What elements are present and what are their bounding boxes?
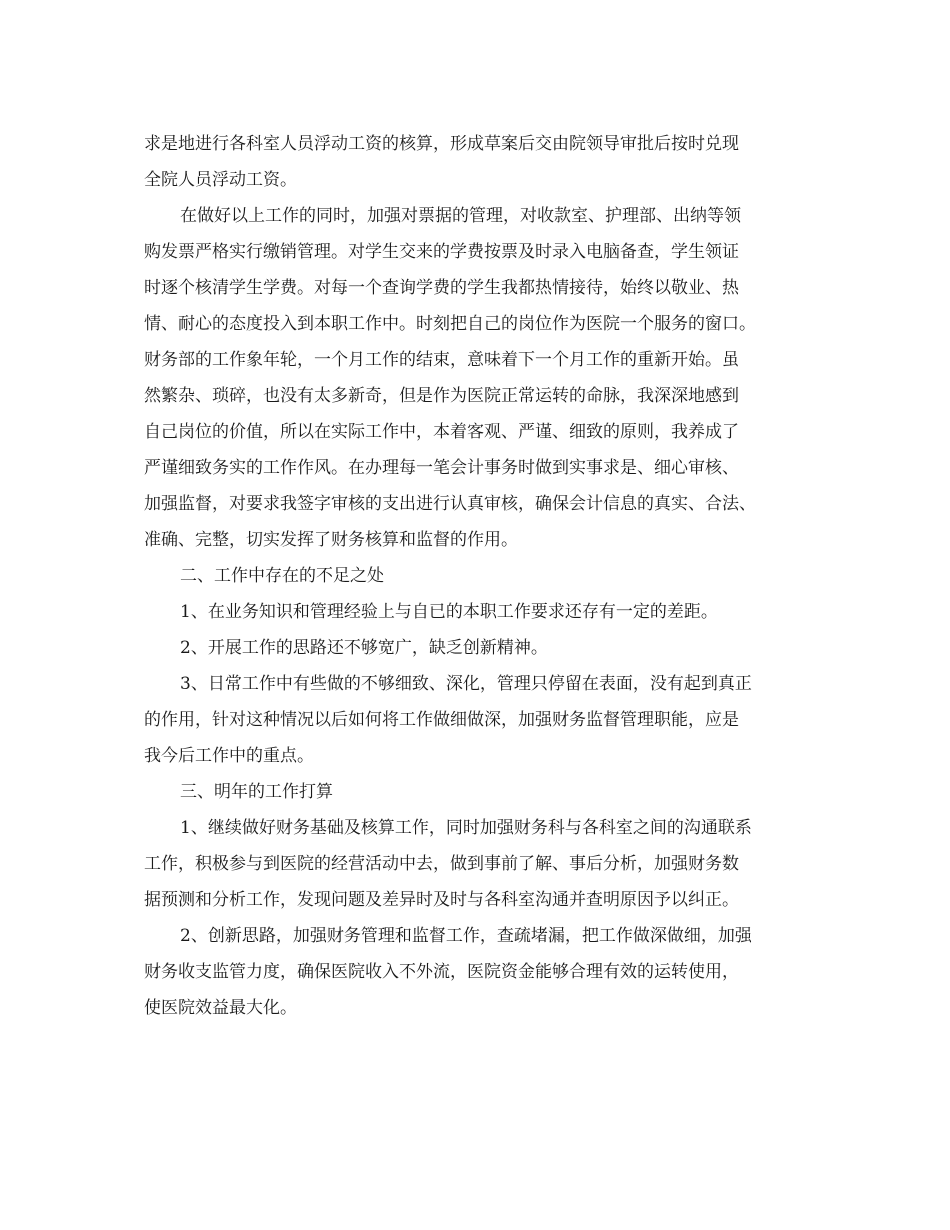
text-line: 然繁杂、琐碎，也没有太多新奇，但是作为医院正常运转的命脉，我深深地感到 [144, 386, 739, 406]
text-line: 3、日常工作中有些做的不够细致、深化，管理只停留在表面，没有起到真正 [180, 674, 752, 694]
text-line: 1、继续做好财务基础及核算工作，同时加强财务科与各科室之间的沟通联系 [180, 818, 752, 838]
text-line: 1、在业务知识和管理经验上与自已的本职工作要求还存有一定的差距。 [180, 602, 718, 622]
text-line: 2、开展工作的思路还不够宽广，缺乏创新精神。 [180, 638, 548, 658]
text-line: 在做好以上工作的同时，加强对票据的管理，对收款室、护理部、出纳等领 [180, 206, 741, 226]
text-line: 三、明年的工作打算 [180, 782, 333, 802]
text-line: 2、创新思路，加强财务管理和监督工作，查疏堵漏，把工作做深做细，加强 [180, 926, 752, 946]
text-line: 全院人员浮动工资。 [144, 170, 297, 190]
text-line: 自己岗位的价值，所以在实际工作中，本着客观、严谨、细致的原则，我养成了 [144, 422, 739, 442]
text-line: 使医院效益最大化。 [144, 998, 297, 1018]
text-line: 我今后工作中的重点。 [144, 746, 314, 766]
text-line: 时逐个核清学生学费。对每一个查询学费的学生我都热情接待，始终以敬业、热 [144, 278, 739, 298]
text-line: 据预测和分析工作，发现问题及差异时及时与各科室沟通并查明原因予以纠正。 [144, 890, 739, 910]
text-line: 财务收支监管力度，确保医院收入不外流，医院资金能够合理有效的运转使用， [144, 962, 739, 982]
text-line: 准确、完整，切实发挥了财务核算和监督的作用。 [144, 530, 518, 550]
text-line: 财务部的工作象年轮，一个月工作的结束，意味着下一个月工作的重新开始。虽 [144, 350, 739, 370]
text-line: 加强监督，对要求我签字审核的支出进行认真审核，确保会计信息的真实、合法、 [144, 494, 756, 514]
text-line: 的作用，针对这种情况以后如何将工作做细做深，加强财务监督管理职能，应是 [144, 710, 739, 730]
text-line: 二、工作中存在的不足之处 [180, 566, 384, 586]
text-line: 严谨细致务实的工作作风。在办理每一笔会计事务时做到实事求是、细心审核、 [144, 458, 739, 478]
text-line: 工作，积极参与到医院的经营活动中去，做到事前了解、事后分析，加强财务数 [144, 854, 739, 874]
document-body [144, 126, 814, 1026]
text-line: 购发票严格实行缴销管理。对学生交来的学费按票及时录入电脑备查，学生领证 [144, 242, 739, 262]
text-line: 求是地进行各科室人员浮动工资的核算，形成草案后交由院领导审批后按时兑现 [144, 134, 739, 154]
text-line: 情、耐心的态度投入到本职工作中。时刻把自己的岗位作为医院一个服务的窗口。 [144, 314, 756, 334]
